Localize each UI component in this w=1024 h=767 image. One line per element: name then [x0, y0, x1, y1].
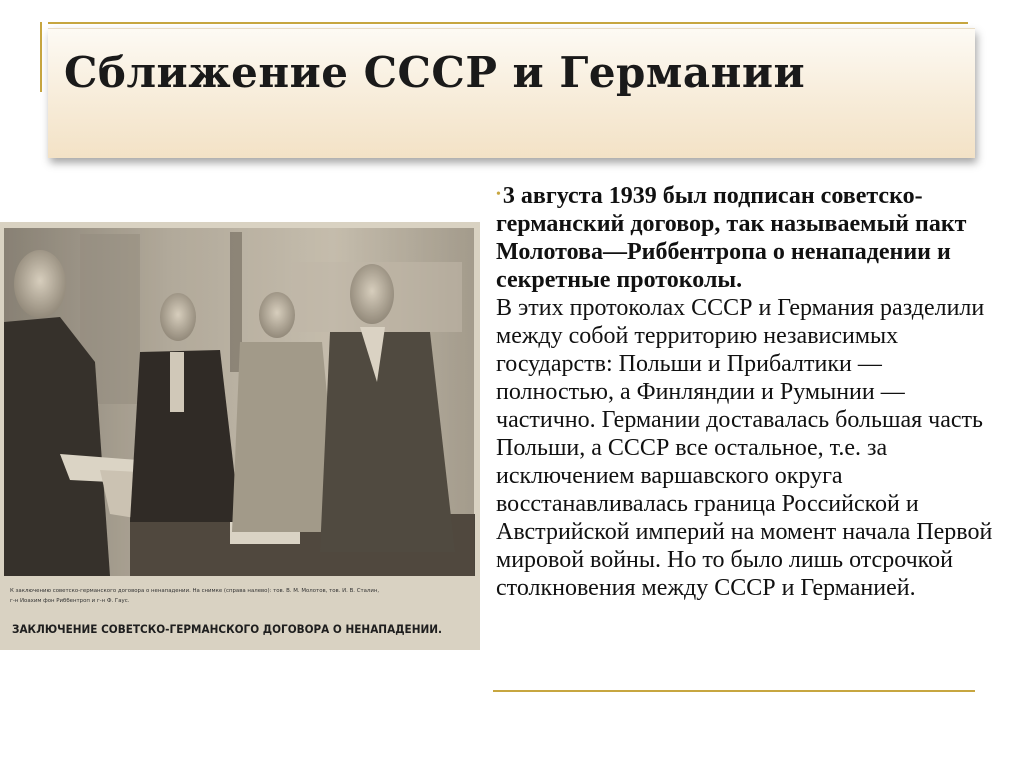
bullet-dot-icon: • — [496, 187, 501, 202]
left-gold-line — [40, 22, 42, 92]
photo-caption-headline: ЗАКЛЮЧЕНИЕ СОВЕТСКО-ГЕРМАНСКОГО ДОГОВОРА О НЕНАПАДЕНИИ. — [12, 623, 442, 636]
bullet-body-text: В этих протоколах СССР и Германия разделили между собой территорию независимых государств: Польши и Прибалтики — полностью, а Финляндии и Румынии — частично. Германии доставалась большая часть Польши, а СССР все остальное, т.е. за исключением варшавского округа восстанавливалась граница Российской и Австрийской империй на момент начала Первой мировой войны. Но то было лишь отсрочкой столкновения между СССР и Германией. — [496, 295, 993, 601]
photo-caption-small-2: г-н Иоахим фон Риббентроп и г-н Ф. Гаус. — [10, 598, 130, 604]
photo-caption-small-1: К заключению советско-германского договора о ненападении. На снимке (справа налево): тов. В. М. Молотов, тов. И. В. Сталин, — [10, 588, 380, 594]
historical-photo — [0, 222, 480, 650]
top-gold-line — [48, 22, 968, 24]
bottom-gold-line — [493, 690, 975, 692]
bullet-lead-text: 3 августа 1939 был подписан советско-германский договор, так называемый пакт Молотова—Риббентропа о ненападении и секретные протоколы. — [496, 183, 967, 293]
bullet-block — [496, 181, 996, 602]
slide-title: Сближение СССР и Германии — [64, 48, 806, 97]
